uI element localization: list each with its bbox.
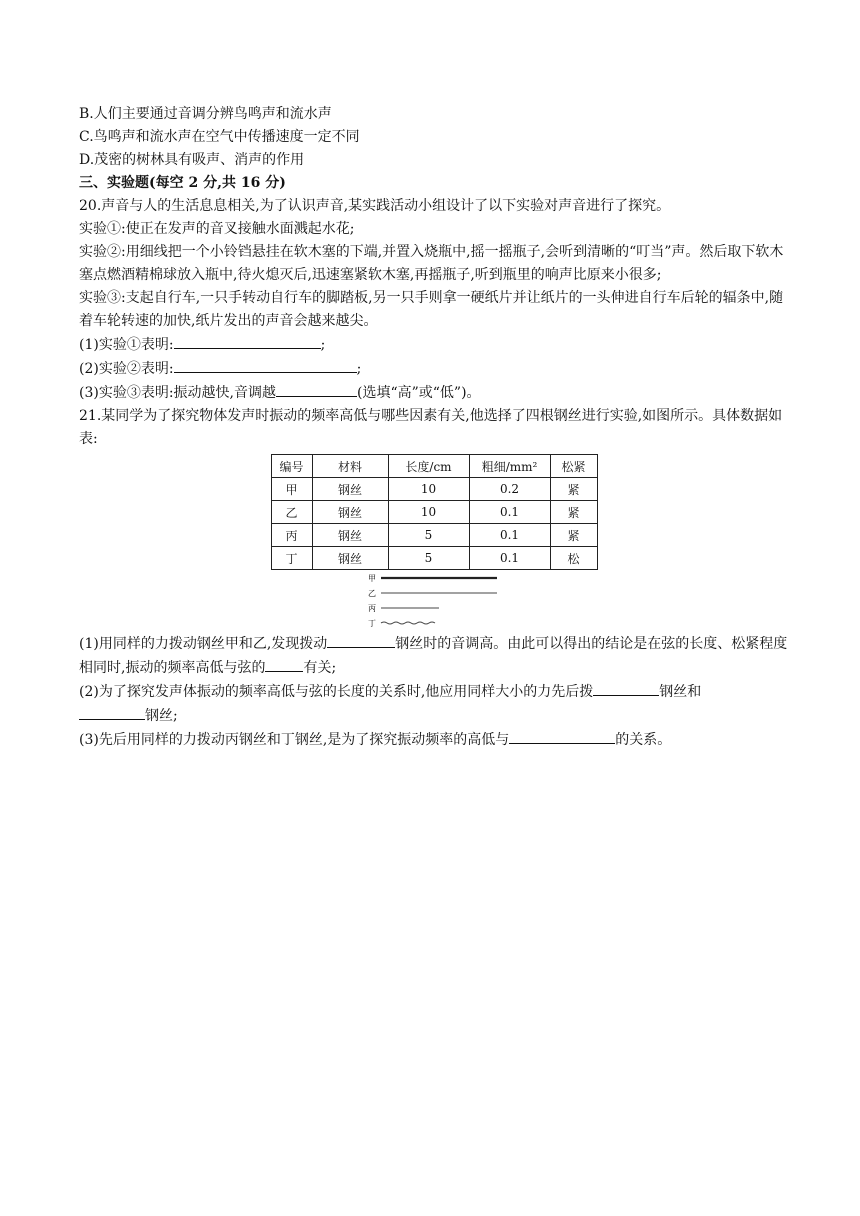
answer-blank[interactable] (327, 632, 395, 648)
answer-blank[interactable] (174, 357, 357, 373)
table-header: 松紧 (550, 455, 597, 478)
answer-blank[interactable] (509, 728, 615, 744)
wire-label-ding: 丁 (368, 619, 376, 628)
steel-wires-figure (367, 572, 507, 630)
table-cell: 钢丝 (312, 478, 388, 501)
table-cell: 10 (388, 501, 469, 524)
q21-3-prompt: (3)先后用同样的力拨动丙钢丝和丁钢丝,是为了探究振动频率的高低与 (79, 732, 510, 748)
q20-3-end: (选填“高”或“低”)。 (357, 385, 481, 401)
answer-blank[interactable] (593, 680, 659, 696)
table-header-row (271, 455, 597, 478)
q20-part-2 (79, 357, 789, 381)
wire-label-bing: 丙 (368, 604, 376, 613)
table-cell: 紧 (550, 524, 597, 547)
q21-1-prompt: (1)用同样的力拨动钢丝甲和乙,发现拨动 (79, 636, 328, 652)
q21-1-end: 有关; (303, 660, 337, 676)
q21-part-2 (79, 680, 789, 728)
q21-2-middle: 钢丝和 (659, 684, 702, 700)
option-c: C.鸟鸣声和流水声在空气中传播速度一定不同 (79, 129, 360, 145)
wire-label-jia: 甲 (368, 574, 376, 583)
table-cell: 钢丝 (312, 501, 388, 524)
table-row (271, 501, 597, 524)
table-header: 编号 (271, 455, 312, 478)
table-cell: 松 (550, 547, 597, 570)
table-cell: 钢丝 (312, 524, 388, 547)
table-cell: 0.1 (469, 547, 550, 570)
table-cell: 紧 (550, 478, 597, 501)
answer-blank[interactable] (174, 333, 321, 349)
q21-1-middle: 钢丝时的音调高。由此可以得出的结论是在弦的长度、松紧程度相同时,振动的频率高低与弦的 (79, 636, 788, 676)
q20-part-3 (79, 381, 789, 405)
q20-2-prompt: (2)实验②表明: (79, 361, 174, 377)
q21-2-prompt: (2)为了探究发声体振动的频率高低与弦的长度的关系时,他应用同样大小的力先后拨 (79, 684, 594, 700)
q20-3-prompt: (3)实验③表明:振动越快,音调越 (79, 385, 276, 401)
q20-1-end: ; (320, 337, 326, 353)
table-header: 长度/cm (388, 455, 469, 478)
answer-blank[interactable] (276, 381, 357, 397)
option-b: B.人们主要通过音调分辨鸟鸣声和流水声 (79, 106, 332, 122)
wire-label-yi: 乙 (368, 589, 376, 598)
q20-stem: 20.声音与人的生活息息相关,为了认识声音,某实践活动小组设计了以下实验对声音进行了探究。 (79, 198, 671, 214)
q20-1-prompt: (1)实验①表明: (79, 337, 174, 353)
table-row (271, 524, 597, 547)
table-header: 材料 (312, 455, 388, 478)
table-row (271, 478, 597, 501)
experiment-3: 实验③:支起自行车,一只手转动自行车的脚踏板,另一只手则拿一硬纸片并让纸片的一头伸进自行车后轮的辐条中,随着车轮转速的加快,纸片发出的声音会越来越尖。 (79, 290, 784, 329)
q21-stem: 21.某同学为了探究物体发声时振动的频率高低与哪些因素有关,他选择了四根钢丝进行实验,如图所示。具体数据如表: (79, 408, 783, 447)
answer-blank[interactable] (265, 656, 303, 672)
answer-blank[interactable] (79, 704, 145, 720)
experiment-2: 实验②:用细线把一个小铃铛悬挂在软木塞的下端,并置入烧瓶中,摇一摇瓶子,会听到清晰的“叮当”声。然后取下软木塞点燃酒精棉球放入瓶中,待火熄灭后,迅速塞紧软木塞,再摇瓶子,听到瓶里的响声比原来小很多; (79, 244, 784, 283)
table-cell: 钢丝 (312, 547, 388, 570)
table-cell: 0.1 (469, 524, 550, 547)
table-cell: 丙 (271, 524, 312, 547)
q20-part-1 (79, 333, 789, 357)
document-page (79, 103, 789, 752)
q20-2-end: ; (356, 361, 362, 377)
data-table (271, 454, 598, 570)
q21-part-3 (79, 728, 789, 752)
table-cell: 0.2 (469, 478, 550, 501)
table-row (271, 547, 597, 570)
q21-part-1 (79, 632, 789, 680)
experiment-1: 实验①:使正在发声的音叉接触水面溅起水花; (79, 221, 355, 237)
wire-ding (381, 622, 435, 624)
table-header: 粗细/mm² (469, 455, 550, 478)
table-cell: 10 (388, 478, 469, 501)
section-heading: 三、实验题(每空 2 分,共 16 分) (79, 175, 286, 191)
table-cell: 甲 (271, 478, 312, 501)
table-cell: 丁 (271, 547, 312, 570)
q21-2-end: 钢丝; (145, 708, 178, 724)
q21-3-end: 的关系。 (615, 732, 672, 748)
table-cell: 0.1 (469, 501, 550, 524)
table-cell: 乙 (271, 501, 312, 524)
table-cell: 紧 (550, 501, 597, 524)
data-table-container (79, 454, 789, 570)
option-d: D.茂密的树林具有吸声、消声的作用 (79, 152, 305, 168)
table-cell: 5 (388, 547, 469, 570)
table-cell: 5 (388, 524, 469, 547)
